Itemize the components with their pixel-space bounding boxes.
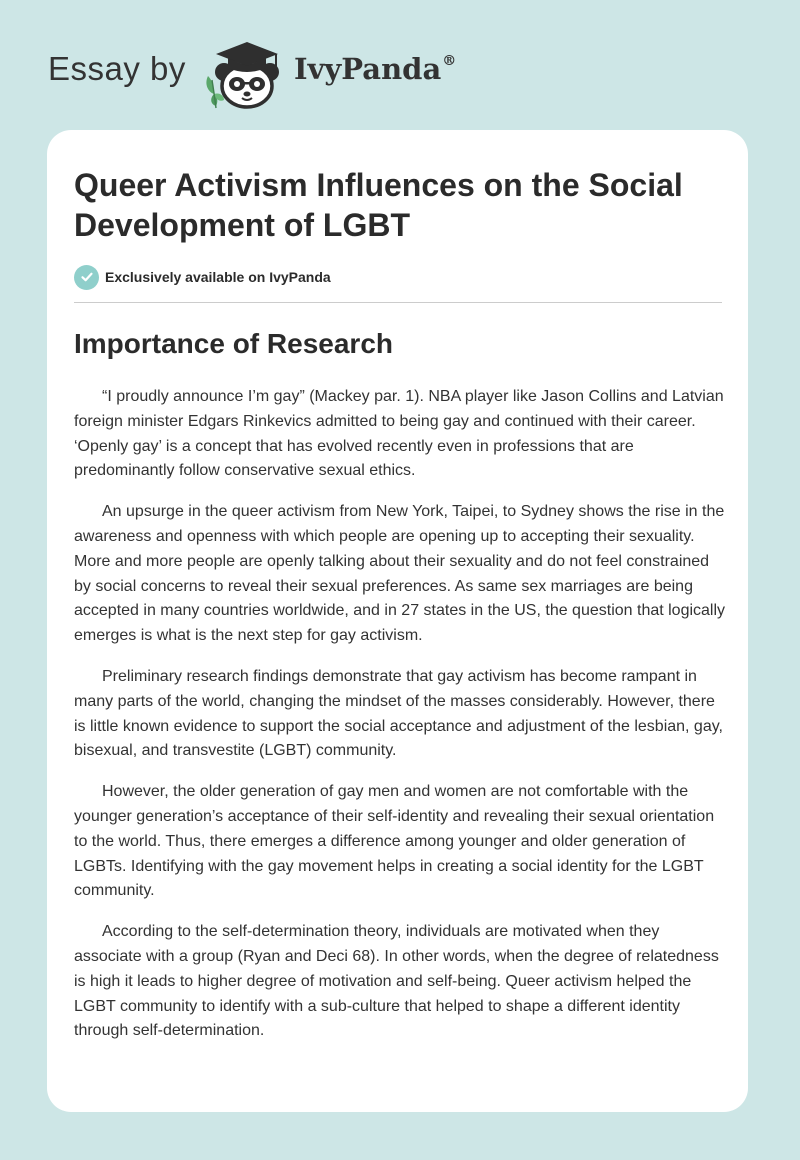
brand-name[interactable]: IvyPanda® [294, 52, 457, 86]
article-card [47, 130, 748, 1112]
article-title: Queer Activism Influences on the Social Development of LGBT [74, 167, 683, 243]
exclusive-badge [74, 264, 331, 290]
section-heading: Importance of Research [74, 328, 393, 359]
registered-mark: ® [442, 53, 457, 69]
ivypanda-logo-icon[interactable] [202, 36, 292, 110]
article-body [74, 385, 726, 1060]
paragraph: Preliminary research findings demonstrate that gay activism has become rampant in many parts of the world, changing the mindset of the masses considerably. However, there is little known evidence to support the social acceptance and adjustment of the lesbian, gay, bisexual, and transvestite (LGBT) community. [74, 667, 723, 760]
paragraph: However, the older generation of gay men and women are not comfortable with the younger generation’s acceptance of their self-identity and revealing their sexual orientation to the world. Thus, there emerges a difference among younger and older generation of LGBTs. Identifying with the gay movement helps in creating a social identity for the LGBT community. [74, 783, 715, 900]
divider [74, 302, 722, 303]
brand-prefix: Essay by [48, 50, 186, 87]
badge-text: Exclusively available on IvyPanda [105, 269, 331, 285]
paragraph: “I proudly announce I’m gay” (Mackey par. 1). NBA player like Jason Collins and Latvian foreign minister Edgars Rinkevics admitted to being gay and continued with their career. ‘Openly gay’ is a concept that has evolved recently even in professions that are predominantly follow conservative sexual ethics. [74, 388, 724, 480]
paragraph: According to the self-determination theory, individuals are motivated when they associate with a group (Ryan and Deci 68). In other words, when the degree of relatedness is high it leads to higher degree of motivation and self-being. Queer activism helped the LGBT community to identify with a sub-culture that helped to shape a different identity through self-determination. [74, 923, 719, 1040]
site-header [48, 32, 508, 112]
check-circle-icon [74, 265, 99, 290]
paragraph: An upsurge in the queer activism from New York, Taipei, to Sydney shows the rise in the awareness and openness with which people are opening up to accepting their sexuality. More and more people are openly talking about their sexuality and do not feel constrained by social concerns to reveal their sexual preferences. As same sex marriages are being accepted in many countries worldwide, and in 27 states in the US, the question that logically emerges is what is the next step for gay activism. [74, 503, 726, 645]
